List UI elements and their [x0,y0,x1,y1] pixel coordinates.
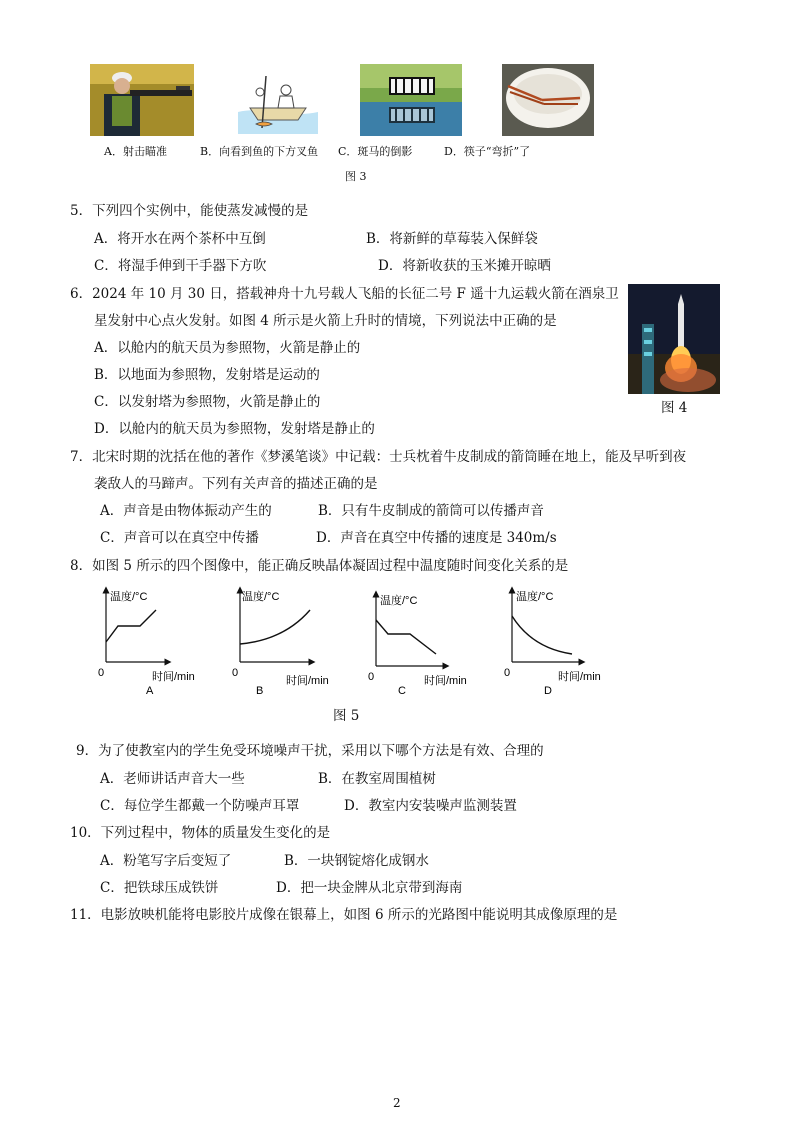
q5-stem: 5．下列四个实例中，能使蒸发减慢的是 [70,203,309,219]
photo-zebra-reflection [360,64,462,136]
page-number: 2 [393,1096,401,1110]
figure3-caption-d: D．筷子“弯折”了 [444,145,531,158]
q9-option-a: A．老师讲话声音大一些 [100,771,245,787]
q10-option-b: B．一块钢锭熔化成钢水 [284,853,429,869]
q5-option-c: C．将湿手伸到干手器下方吹 [94,258,267,274]
graph-c [366,590,478,698]
graph-b-ylabel: 温度/°C [242,591,280,603]
photo-shooting [90,64,194,136]
q6-option-a: A．以舱内的航天员为参照物，火箭是静止的 [94,340,361,356]
graph-c-origin: 0 [368,671,375,683]
q5-option-a: A．将开水在两个茶杯中互倒 [94,231,266,247]
q9-stem: 9．为了使教室内的学生免受环境噪声干扰，采用以下哪个方法是有效、合理的 [76,743,544,759]
graph-b-curve [240,610,310,644]
q10-stem: 10．下列过程中，物体的质量发生变化的是 [70,825,331,841]
graph-d-curve [512,616,572,654]
q5-option-d: D．将新收获的玉米摊开晾晒 [378,258,551,274]
q7-option-b: B．只有牛皮制成的箭筒可以传播声音 [318,503,544,519]
figure3-label: 图 3 [345,170,367,183]
q7-stem-line1: 7．北宋时期的沈括在他的著作《梦溪笔谈》中记载：士兵枕着牛皮制成的箭筒睡在地上，能及早听到夜 [70,449,687,465]
q10-option-c: C．把铁球压成铁饼 [100,880,219,896]
graph-c-letter: C [398,685,406,697]
q6-stem-line2: 星发射中心点火发射。如图 4 所示是火箭上升时的情境，下列说法中正确的是 [94,313,557,329]
graph-a-letter: A [146,685,154,697]
graph-b-xlabel: 时间/min [286,675,329,687]
graph-b [230,586,342,698]
q7-option-a: A．声音是由物体振动产生的 [100,503,272,519]
q7-option-c: C．声音可以在真空中传播 [100,530,259,546]
graph-d-ylabel: 温度/°C [516,591,554,603]
graph-a [96,586,206,698]
q11-stem: 11．电影放映机能将电影胶片成像在银幕上，如图 6 所示的光路图中能说明其成像原理的是 [70,907,618,923]
q10-option-a: A．粉笔写字后变短了 [100,853,232,869]
graph-d-letter: D [544,685,552,697]
q10-option-d: D．把一块金牌从北京带到海南 [276,880,463,896]
graph-a-curve [106,610,156,642]
q9-option-b: B．在教室周围植树 [318,771,436,787]
q9-option-d: D．教室内安装噪声监测装置 [344,798,517,814]
graph-b-origin: 0 [232,667,239,679]
q6-stem-line1: 6．2024 年 10 月 30 日，搭载神舟十九号载人飞船的长征二号 F 遥十九运载火箭在酒泉卫 [70,286,619,302]
graph-a-origin: 0 [98,667,105,679]
q5-option-b: B．将新鲜的草莓装入保鲜袋 [366,231,538,247]
figure5-label: 图 5 [333,708,360,724]
q7-option-d: D．声音在真空中传播的速度是 340m/s [316,530,557,546]
figure4-label: 图 4 [661,400,688,416]
graph-b-letter: B [256,685,264,697]
graph-d-origin: 0 [504,667,511,679]
illustration-fishing [236,68,320,134]
photo-rocket-launch [628,284,720,394]
q6-option-d: D．以舱内的航天员为参照物，发射塔是静止的 [94,421,375,437]
graph-d [502,586,612,698]
graph-a-xlabel: 时间/min [152,671,195,683]
q8-stem: 8．如图 5 所示的四个图像中，能正确反映晶体凝固过程中温度随时间变化关系的是 [70,558,569,574]
graph-d-xlabel: 时间/min [558,671,601,683]
figure3-caption-a: A．射击瞄准 [104,145,167,158]
graph-c-ylabel: 温度/°C [380,595,418,607]
graph-a-ylabel: 温度/°C [110,591,148,603]
figure3-caption-b: B．向看到鱼的下方叉鱼 [200,145,319,158]
figure3-caption-c: C．斑马的倒影 [338,145,413,158]
graph-c-xlabel: 时间/min [424,675,467,687]
graph-c-curve [376,620,436,654]
q7-stem-line2: 袭敌人的马蹄声。下列有关声音的描述正确的是 [94,476,378,492]
q6-option-b: B．以地面为参照物，发射塔是运动的 [94,367,320,383]
photo-chopsticks-bowl [502,64,594,136]
q6-option-c: C．以发射塔为参照物，火箭是静止的 [94,394,321,410]
q9-option-c: C．每位学生都戴一个防噪声耳罩 [100,798,300,814]
